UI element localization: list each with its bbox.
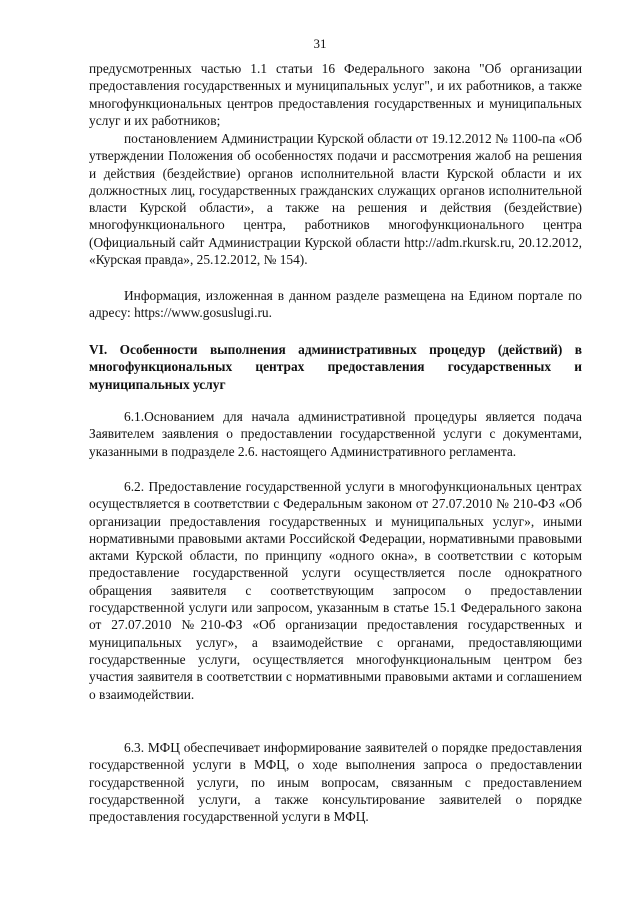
paragraph-portal-info: Информация, изложенная в данном разделе размещена на Едином портале по адресу: https://www.gosuslugi.ru. <box>89 288 582 321</box>
paragraph-resolution: постановлением Администрации Курской области от 19.12.2012 № 1100-па «Об утверждении Положения об особенностях подачи и рассмотрения жалоб на решения и действия (бездействие) органов исполнительной власти Курской области и их должностных лиц, государственных гражданских служащих органов исполнительной власти Курской области», а также на решения и действия (бездействие) многофункционального центра, работников многофункционального центра (Официальный сайт Администрации Курской области http://adm.rkursk.ru, 20.12.2012, «Курская правда», 25.12.2012, № 154). <box>89 131 582 268</box>
paragraph-6-3: 6.3. МФЦ обеспечивает информирование заявителей о порядке предоставления государственной услуги в МФЦ, о ходе выполнения запроса о предоставлении государственной услуги, по иным вопросам, связанным с предоставлением государственной услуги, а также консультирование заявителей о порядке предоставления государственной услуги в МФЦ. <box>89 740 582 825</box>
paragraph-continuation: предусмотренных частью 1.1 статьи 16 Федерального закона "Об организации предоставления государственных и муниципальных услуг", и их работников, а также многофункциональных центров предоставления государственных и муниципальных услуг и их работников; <box>89 61 582 128</box>
paragraph-6-1: 6.1.Основанием для начала административной процедуры является подача Заявителем заявления о предоставлении государственной услуги с документами, указанными в подразделе 2.6. настоящего Административного регламента. <box>89 409 582 459</box>
page-number: 31 <box>313 36 327 51</box>
section-heading: VI. Особенности выполнения административных процедур (действий) в многофункциональных центрах предоставления государственных и муниципальных услуг <box>89 342 582 392</box>
paragraph-6-2: 6.2. Предоставление государственной услуги в многофункциональных центрах осуществляется в соответствии с Федеральным законом от 27.07.2010 № 210-ФЗ «Об организации предоставления государственных и муниципальных услуг», иными нормативными правовыми актами Российской Федерации, нормативными правовыми актами Курской области, по принципу «одного окна», в соответствии с которым предоставление государственной услуги осуществляется после однократного обращения заявителя с соответствующим запросом о предоставлении государственной услуги или запросом, указанным в статье 15.1 Федерального закона от 27.07.2010 №210-ФЗ «Об организации предоставления государственных и муниципальных услуг», а взаимодействие с органами, предоставляющими государственные услуги, осуществляется многофункциональным центром без участия заявителя в соответствии с нормативными правовыми актами и соглашением о взаимодействии. <box>89 479 582 702</box>
